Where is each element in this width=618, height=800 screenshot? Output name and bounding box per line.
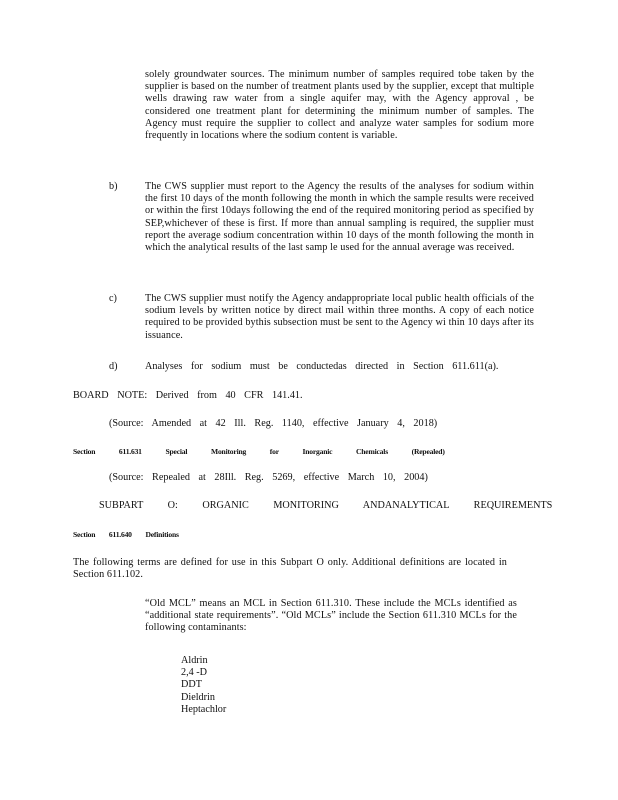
list-item: Dieldrin (181, 691, 215, 703)
old-mcl-paragraph: “Old MCL” means an MCL in Section 611.310. These include the MCLs identified as “additional state requirements”. “Old MCLs” include the Section 611.310 MCLs for the following contaminants: (145, 598, 517, 634)
item-b-label: b) (109, 181, 118, 192)
item-d-label: d) (109, 361, 118, 372)
item-d-text: Analyses for sodium must be conductedas directed in Section 611.611(a). (145, 361, 499, 372)
section-611-631-heading: Section 611.631 Special Monitoring for Inorganic Chemicals (Repealed) (73, 447, 445, 456)
intro-paragraph: solely groundwater sources. The minimum number of samples required tobe taken by the supplier is based on the number of treatment plants used by the supplier, except that multiple wells drawing raw water from a single aquifer may, with the Agency approval , be considered one treatment plant for determining the minimum number of samples. The Agency must require the supplier to collect and analyze water samples for sodium more frequently in locations where the sodium content is variable. (145, 69, 534, 142)
item-c-label: c) (109, 293, 117, 304)
contaminant-list (181, 655, 226, 716)
source-repealed: (Source: Repealed at 28Ill. Reg. 5269, effective March 10, 2004) (109, 472, 428, 483)
list-item: Aldrin (181, 655, 208, 666)
list-item: Heptachlor (181, 703, 227, 715)
board-note: BOARD NOTE: Derived from 40 CFR 141.41. (73, 390, 303, 401)
list-item: 2,4 -D (181, 667, 208, 679)
section-611-640-heading: Section 611.640 Definitions (73, 530, 179, 539)
item-c-text: The CWS supplier must notify the Agency andappropriate local public health officials of the sodium levels by written notice by direct mail within three months. A copy of each notice required to be provided bythis subsection must be sent to the Agency wi thin 10 days after its issuance. (145, 293, 534, 341)
list-item: DDT (181, 679, 202, 691)
item-b-text: The CWS supplier must report to the Agency the results of the analyses for sodium within the first 10 days of the month following the month in which the sample results were received or within the first 10days following the end of the required monitoring period as specified by SEP,whichever of these is first. If more than annual sampling is required, the supplier must report the average sodium concentration within 10 days of the month following the month in which the analytical results of the last samp le used for the annual average was received. (145, 181, 534, 254)
definitions-intro: The following terms are defined for use in this Subpart O only. Additional definitions are located in Section 611.102. (73, 557, 507, 581)
subpart-o-heading: SUBPART O: ORGANIC MONITORING ANDANALYTICAL REQUIREMENTS (99, 500, 553, 511)
source-amended: (Source: Amended at 42 Ill. Reg. 1140, effective January 4, 2018) (109, 418, 438, 429)
